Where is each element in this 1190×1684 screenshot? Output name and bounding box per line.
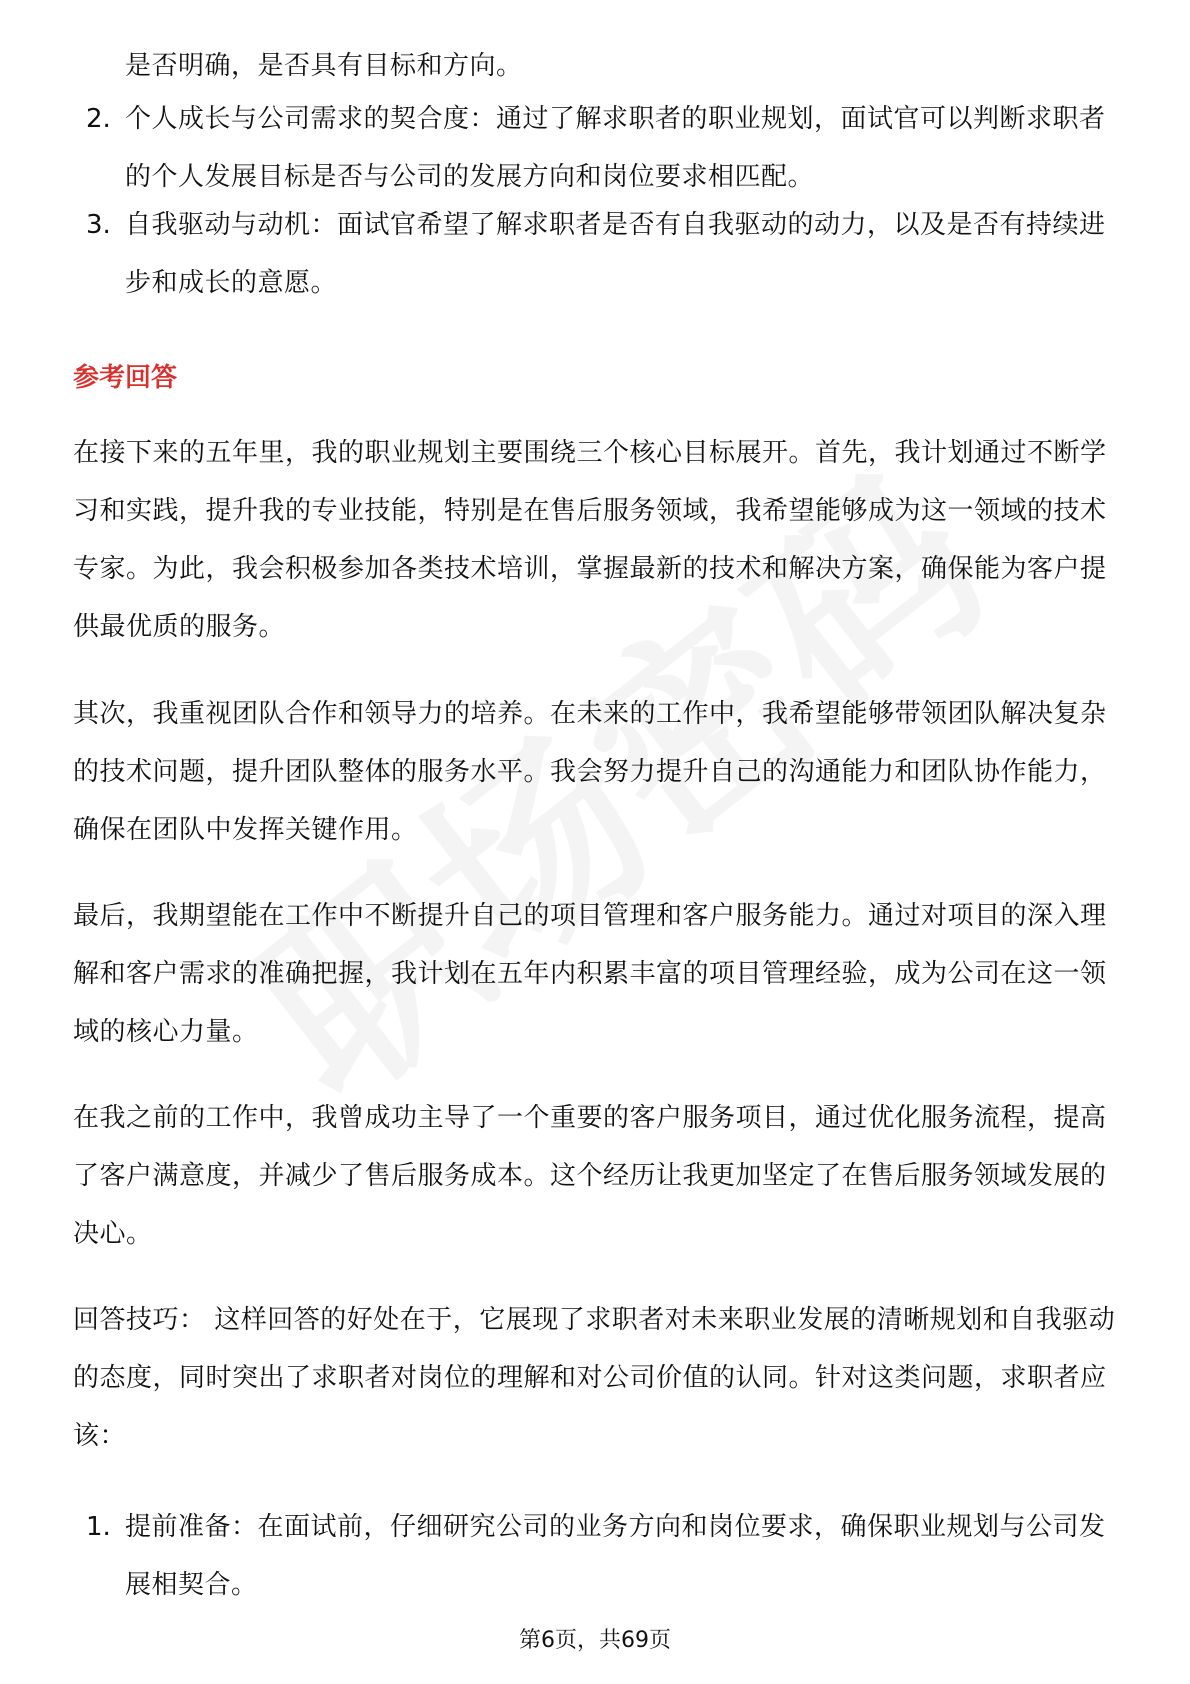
list-number: 2. (86, 104, 111, 134)
paragraph: 在我之前的工作中，我曾成功主导了一个重要的客户服务项目，通过优化服务流程，提高了客户满意度，并减少了售后服务成本。这个经历让我更加坚定了在售后服务领域发展的决心。 (73, 1103, 1107, 1249)
list-number: 1. (86, 1512, 111, 1542)
paragraph: 其次，我重视团队合作和领导力的培养。在未来的工作中，我希望能够带领团队解决复杂的技术问题，提升团队整体的服务水平。我会努力提升自己的沟通能力和团队协作能力，确保在团队中发挥关键作用。 (73, 699, 1107, 845)
continuation-line: 是否明确，是否具有目标和方向。 (125, 51, 523, 81)
paragraph: 最后，我期望能在工作中不断提升自己的项目管理和客户服务能力。通过对项目的深入理解和客户需求的准确把握，我计划在五年内积累丰富的项目管理经验，成为公司在这一领域的核心力量。 (73, 901, 1107, 1047)
paragraph: 回答技巧： 这样回答的好处在于，它展现了求职者对未来职业发展的清晰规划和自我驱动的态度，同时突出了求职者对岗位的理解和对公司价值的认同。针对这类问题，求职者应该： (73, 1305, 1116, 1451)
list-text: 个人成长与公司需求的契合度：通过了解求职者的职业规划，面试官可以判断求职者的个人发展目标是否与公司的发展方向和岗位要求相匹配。 (125, 104, 1106, 192)
page-number: 第6页，共69页 (519, 1628, 671, 1653)
paragraph: 在接下来的五年里，我的职业规划主要围绕三个核心目标展开。首先，我计划通过不断学习和实践，提升我的专业技能，特别是在售后服务领域，我希望能够成为这一领域的技术专家。为此，我会积极参加各类技术培训，掌握最新的技术和解决方案，确保能为客户提供最优质的服务。 (73, 438, 1107, 642)
list-text: 提前准备：在面试前，仔细研究公司的业务方向和岗位要求，确保职业规划与公司发展相契合。 (125, 1512, 1106, 1600)
section-title: 参考回答 (73, 363, 178, 393)
list-number: 3. (86, 210, 111, 240)
list-text: 自我驱动与动机：面试官希望了解求职者是否有自我驱动的动力，以及是否有持续进步和成长的意愿。 (125, 210, 1106, 298)
